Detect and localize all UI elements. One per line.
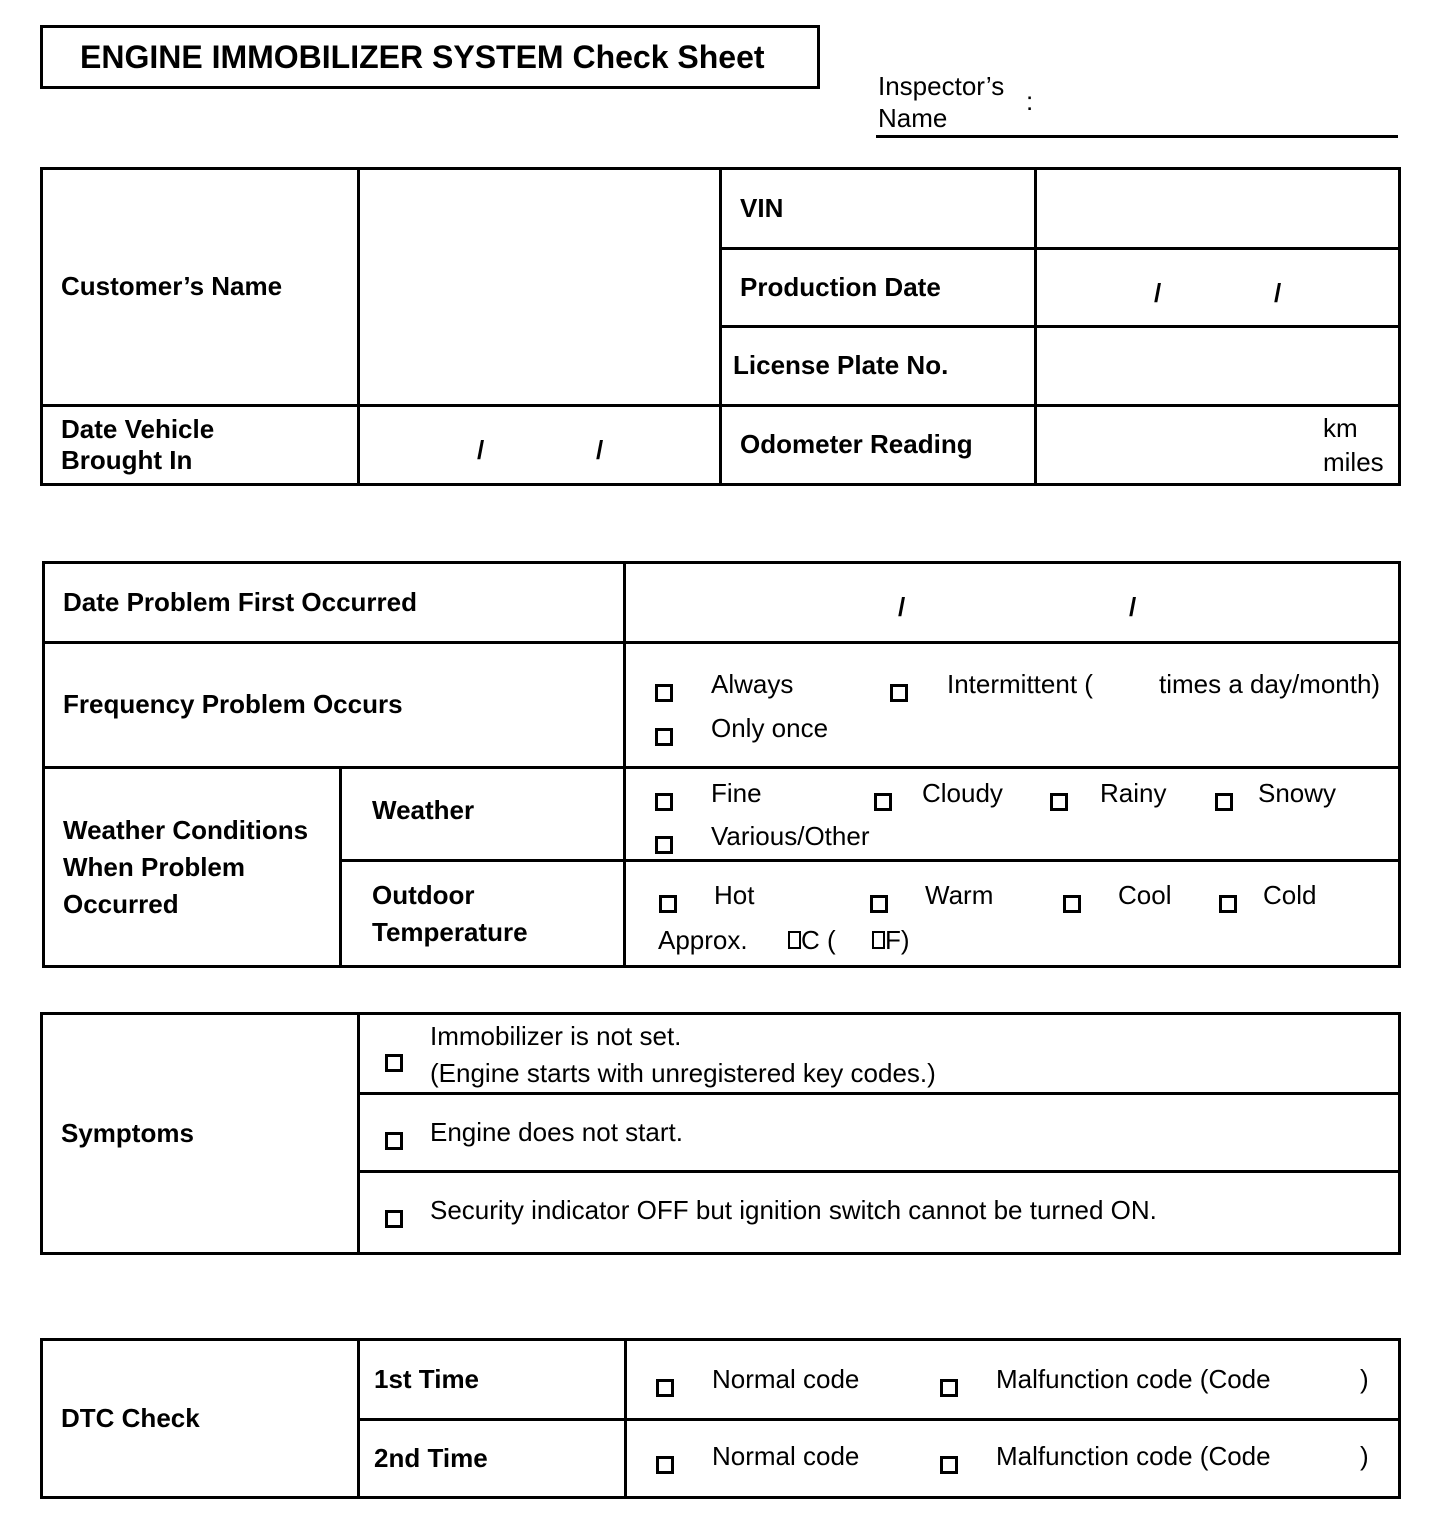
date-brought-in-label: Date Vehicle Brought In bbox=[42, 406, 359, 485]
date-first-occurred-field[interactable] bbox=[625, 563, 1400, 643]
second-malfunction-code-label: Malfunction code (Code bbox=[996, 1441, 1271, 1471]
second-malfunction-code-checkbox[interactable] bbox=[940, 1447, 958, 1482]
only-once-option-label: Only once bbox=[711, 713, 829, 743]
rainy-option-label: Rainy bbox=[1100, 778, 1167, 808]
various-other-checkbox[interactable] bbox=[655, 827, 673, 862]
outdoor-temperature-label: Outdoor Temperature bbox=[341, 861, 625, 967]
problem-info-table bbox=[42, 561, 1401, 968]
first-malfunction-code-label: Malfunction code (Code bbox=[996, 1364, 1271, 1394]
odometer-field[interactable] bbox=[1036, 406, 1400, 485]
warm-checkbox[interactable] bbox=[870, 886, 888, 921]
intermittent-checkbox[interactable] bbox=[890, 675, 908, 710]
date-slash: / bbox=[477, 435, 485, 465]
first-normal-code-label: Normal code bbox=[712, 1364, 860, 1394]
security-indicator-label: Security indicator OFF but ignition switch cannot be turned ON. bbox=[430, 1195, 1157, 1225]
date-slash: / bbox=[1154, 278, 1162, 308]
odometer-unit-km: km bbox=[1323, 413, 1358, 443]
hot-checkbox[interactable] bbox=[659, 886, 677, 921]
license-plate-label: License Plate No. bbox=[721, 327, 1036, 406]
degree-c-box[interactable] bbox=[788, 931, 801, 949]
frequency-options bbox=[625, 643, 1400, 768]
cold-checkbox[interactable] bbox=[1219, 886, 1237, 921]
cool-option-label: Cool bbox=[1118, 880, 1172, 910]
immobilizer-not-set-label: Immobilizer is not set. bbox=[430, 1021, 682, 1051]
first-normal-code-checkbox[interactable] bbox=[656, 1370, 674, 1405]
degree-f-label: F) bbox=[885, 925, 910, 955]
date-slash: / bbox=[596, 435, 604, 465]
always-option-label: Always bbox=[711, 669, 794, 699]
symptoms-label: Symptoms bbox=[42, 1014, 359, 1254]
symptom-row bbox=[359, 1094, 1400, 1172]
cloudy-option-label: Cloudy bbox=[922, 778, 1003, 808]
cool-checkbox[interactable] bbox=[1063, 886, 1081, 921]
date-first-occurred-label: Date Problem First Occurred bbox=[44, 563, 625, 643]
check-sheet-title: ENGINE IMMOBILIZER SYSTEM Check Sheet bbox=[40, 25, 820, 89]
date-slash: / bbox=[1274, 278, 1282, 308]
dtc-first-time-options bbox=[626, 1340, 1400, 1420]
degree-f-box[interactable] bbox=[872, 931, 885, 949]
dtc-first-time-label: 1st Time bbox=[359, 1340, 626, 1420]
date-brought-in-field[interactable] bbox=[359, 406, 721, 485]
inspector-name-field[interactable] bbox=[876, 135, 1398, 138]
first-malfunction-close: ) bbox=[1360, 1364, 1369, 1394]
weather-conditions-label: Weather Conditions When Problem Occurred bbox=[44, 768, 341, 967]
vehicle-info-table bbox=[40, 167, 1401, 486]
temperature-options bbox=[625, 861, 1400, 967]
production-date-field[interactable] bbox=[1036, 249, 1400, 327]
dtc-check-table bbox=[40, 1338, 1401, 1499]
weather-label: Weather bbox=[341, 768, 625, 861]
hot-option-label: Hot bbox=[714, 880, 755, 910]
weather-options bbox=[625, 768, 1400, 861]
production-date-label: Production Date bbox=[721, 249, 1036, 327]
degree-c-label: C ( bbox=[801, 925, 836, 955]
inspector-label bbox=[878, 70, 1004, 134]
fine-checkbox[interactable] bbox=[655, 784, 673, 819]
immobilizer-not-set-checkbox[interactable] bbox=[385, 1045, 403, 1080]
fine-option-label: Fine bbox=[711, 778, 762, 808]
odometer-unit-miles: miles bbox=[1323, 447, 1384, 477]
customer-name-field[interactable] bbox=[359, 169, 721, 406]
dtc-second-time-label: 2nd Time bbox=[359, 1420, 626, 1498]
license-plate-field[interactable] bbox=[1036, 327, 1400, 406]
snowy-checkbox[interactable] bbox=[1215, 784, 1233, 819]
engine-no-start-label: Engine does not start. bbox=[430, 1117, 683, 1147]
approx-temperature-label: Approx. bbox=[658, 925, 748, 955]
symptom-row bbox=[359, 1014, 1400, 1094]
vin-field[interactable] bbox=[1036, 169, 1400, 249]
date-slash: / bbox=[898, 592, 906, 622]
dtc-check-label: DTC Check bbox=[42, 1340, 359, 1498]
symptom-row bbox=[359, 1172, 1400, 1254]
intermittent-times-label: times a day/month) bbox=[1159, 669, 1381, 699]
frequency-label: Frequency Problem Occurs bbox=[44, 643, 625, 768]
symptoms-table bbox=[40, 1012, 1401, 1255]
security-indicator-checkbox[interactable] bbox=[385, 1201, 403, 1236]
dtc-second-time-options bbox=[626, 1420, 1400, 1498]
first-malfunction-code-checkbox[interactable] bbox=[940, 1370, 958, 1405]
engine-no-start-checkbox[interactable] bbox=[385, 1123, 403, 1158]
second-normal-code-checkbox[interactable] bbox=[656, 1447, 674, 1482]
cold-option-label: Cold bbox=[1263, 880, 1317, 910]
always-checkbox[interactable] bbox=[655, 675, 673, 710]
date-slash: / bbox=[1129, 592, 1137, 622]
customer-name-label: Customer’s Name bbox=[42, 169, 359, 406]
only-once-checkbox[interactable] bbox=[655, 719, 673, 754]
odometer-label: Odometer Reading bbox=[721, 406, 1036, 485]
warm-option-label: Warm bbox=[925, 880, 994, 910]
rainy-checkbox[interactable] bbox=[1050, 784, 1068, 819]
inspector-label-line2: Name bbox=[878, 103, 948, 133]
immobilizer-not-set-detail: (Engine starts with unregistered key codes.) bbox=[430, 1058, 936, 1088]
inspector-label-line1: Inspector’s bbox=[878, 71, 1005, 101]
cloudy-checkbox[interactable] bbox=[874, 784, 892, 819]
vin-label: VIN bbox=[721, 169, 1036, 249]
inspector-colon: : bbox=[1026, 86, 1034, 116]
second-normal-code-label: Normal code bbox=[712, 1441, 860, 1471]
second-malfunction-close: ) bbox=[1360, 1441, 1369, 1471]
snowy-option-label: Snowy bbox=[1258, 778, 1337, 808]
intermittent-option-label: Intermittent ( bbox=[947, 669, 1093, 699]
various-other-option-label: Various/Other bbox=[711, 821, 870, 851]
